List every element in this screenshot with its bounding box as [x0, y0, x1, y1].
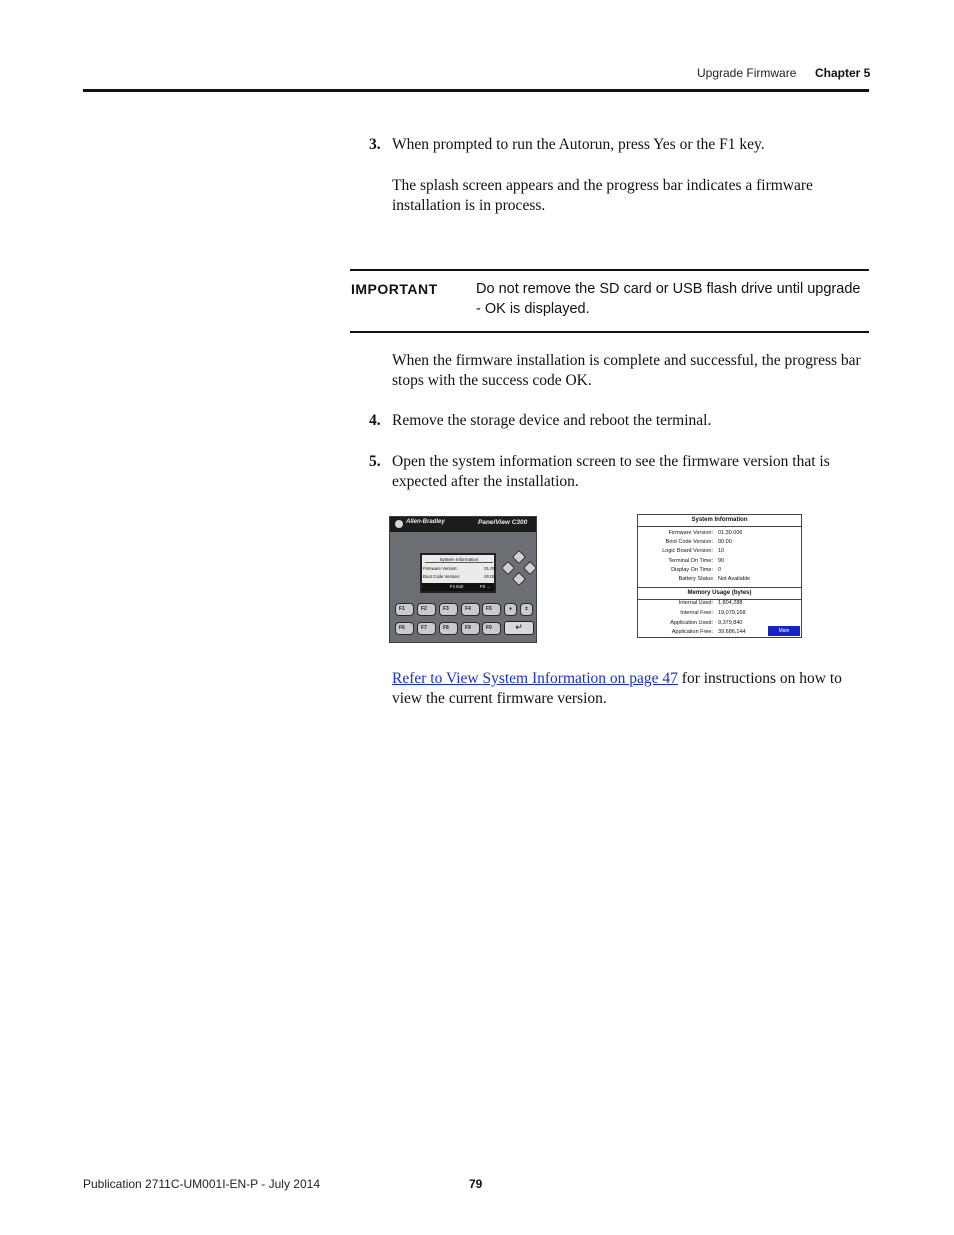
- sysinfo-row-value: 01.30.006: [718, 530, 743, 536]
- step-number: 5.: [369, 453, 381, 470]
- terminal-row: [423, 566, 495, 571]
- terminal-fkey: F3: [439, 603, 458, 616]
- sysinfo-row: [638, 547, 801, 556]
- sysinfo-memory-title: Memory Usage (bytes): [638, 587, 801, 600]
- terminal-model: PanelView C300: [478, 519, 528, 526]
- arrow-left-icon: [501, 561, 515, 575]
- step-3-note: The splash screen appears and the progress bar indicates a firmware installation is in process.: [392, 177, 813, 214]
- arrow-up-icon: [512, 550, 526, 564]
- running-header-chapter: Chapter 5: [815, 66, 871, 80]
- sysinfo-row-value: 10: [718, 548, 725, 554]
- terminal-screen-title: System Information: [425, 557, 493, 563]
- terminal-row-label: Boot Code Version:: [423, 574, 461, 579]
- terminal-fkey: F2: [417, 603, 436, 616]
- terminal-row-value: 01.00: [484, 566, 495, 571]
- terminal-fkey: F6: [395, 622, 414, 635]
- important-label: IMPORTANT: [351, 281, 438, 297]
- system-information-panel: [637, 514, 802, 638]
- step-number: 4.: [369, 412, 381, 429]
- important-text: Do not remove the SD card or USB flash drive until upgrade - OK is displayed.: [476, 281, 861, 317]
- sysinfo-row-value: 39,686,144: [718, 629, 746, 635]
- completion-note: When the firmware installation is complete and successful, the progress bar stops with the success code OK.: [392, 352, 861, 389]
- terminal-fkey: F0: [482, 622, 501, 635]
- sysinfo-row-value: 00.00: [718, 539, 732, 545]
- sysinfo-memory-row: [638, 599, 801, 608]
- terminal-fkey: F7: [417, 622, 436, 635]
- terminal-exit-softkey: F4 Exit: [450, 584, 464, 589]
- sysinfo-row-value: 90: [718, 558, 725, 564]
- terminal-plusminus-key: ±: [520, 603, 533, 616]
- sysinfo-row-value: 0: [718, 567, 722, 573]
- terminal-fkey: F1: [395, 603, 414, 616]
- terminal-brand: Allen-Bradley: [406, 519, 445, 525]
- sysinfo-row: [638, 566, 801, 575]
- terminal-screen-footer: [422, 583, 494, 591]
- terminal-row: [423, 574, 495, 579]
- refer-paragraph: [392, 669, 862, 709]
- important-bottom-rule: [350, 331, 869, 333]
- sysinfo-row-label: Firmware Version:: [668, 530, 713, 536]
- sysinfo-row: [638, 557, 801, 566]
- view-system-information-link[interactable]: Refer to View System Information on page 47: [392, 670, 678, 687]
- sysinfo-row-label: Display On Time:: [671, 567, 713, 573]
- sysinfo-row-label: Terminal On Time:: [668, 558, 713, 564]
- sysinfo-row-value: 1,804,288: [718, 600, 743, 606]
- sysinfo-row-label: Application Free:: [671, 629, 713, 635]
- sysinfo-title: System Information: [638, 515, 801, 527]
- terminal-next-softkey: F5 →: [480, 584, 491, 589]
- sysinfo-row-value: Not Available: [718, 576, 751, 582]
- refer-rest-text: for instructions on how to view the current firmware version.: [392, 670, 842, 707]
- footer-page-number: 79: [469, 1177, 483, 1191]
- terminal-screen: [420, 553, 496, 593]
- sysinfo-row-label: Internal Free:: [680, 610, 713, 616]
- sysinfo-row-label: Logic Board Version:: [662, 548, 713, 554]
- sysinfo-memory-row: [638, 609, 801, 618]
- important-top-rule: [350, 269, 869, 271]
- terminal-fkey: F4: [461, 603, 480, 616]
- sysinfo-row: [638, 575, 801, 584]
- sysinfo-row-label: Internal Used:: [678, 600, 713, 606]
- step-text: Open the system information screen to see the firmware version that is expected after the installation.: [392, 453, 830, 490]
- sysinfo-row-value: 9,379,840: [718, 620, 743, 626]
- sysinfo-row: [638, 538, 801, 547]
- sysinfo-row-value: 19,079,168: [718, 610, 746, 616]
- terminal-fkey: F9: [461, 622, 480, 635]
- terminal-row-label: Firmware Version:: [423, 566, 458, 571]
- footer-publication: Publication 2711C-UM001I-EN-P - July 2014: [83, 1177, 321, 1191]
- terminal-dpad: [503, 552, 535, 584]
- terminal-fkey: F8: [439, 622, 458, 635]
- step-number: 3.: [369, 136, 381, 153]
- terminal-row-value: 00.00: [484, 574, 495, 579]
- terminal-brand-bar: [390, 517, 536, 532]
- sysinfo-row-label: Battery Status: [678, 576, 713, 582]
- sysinfo-row-label: Application Used:: [670, 620, 713, 626]
- terminal-image: [389, 516, 537, 643]
- sysinfo-main-button[interactable]: Main: [768, 626, 800, 636]
- header-rule: [83, 89, 869, 92]
- arrow-down-icon: [512, 572, 526, 586]
- terminal-dot-key: ●: [504, 603, 517, 616]
- terminal-fkey: F5: [482, 603, 501, 616]
- sysinfo-row: [638, 529, 801, 538]
- allen-bradley-logo-icon: [395, 520, 403, 528]
- enter-key-icon: ↵: [504, 621, 534, 635]
- step-text: When prompted to run the Autorun, press Yes or the F1 key.: [392, 136, 765, 153]
- step-text: Remove the storage device and reboot the terminal.: [392, 412, 712, 429]
- running-header-section: Upgrade Firmware: [697, 66, 797, 80]
- sysinfo-row-label: Boot Code Version:: [665, 539, 713, 545]
- arrow-right-icon: [523, 561, 537, 575]
